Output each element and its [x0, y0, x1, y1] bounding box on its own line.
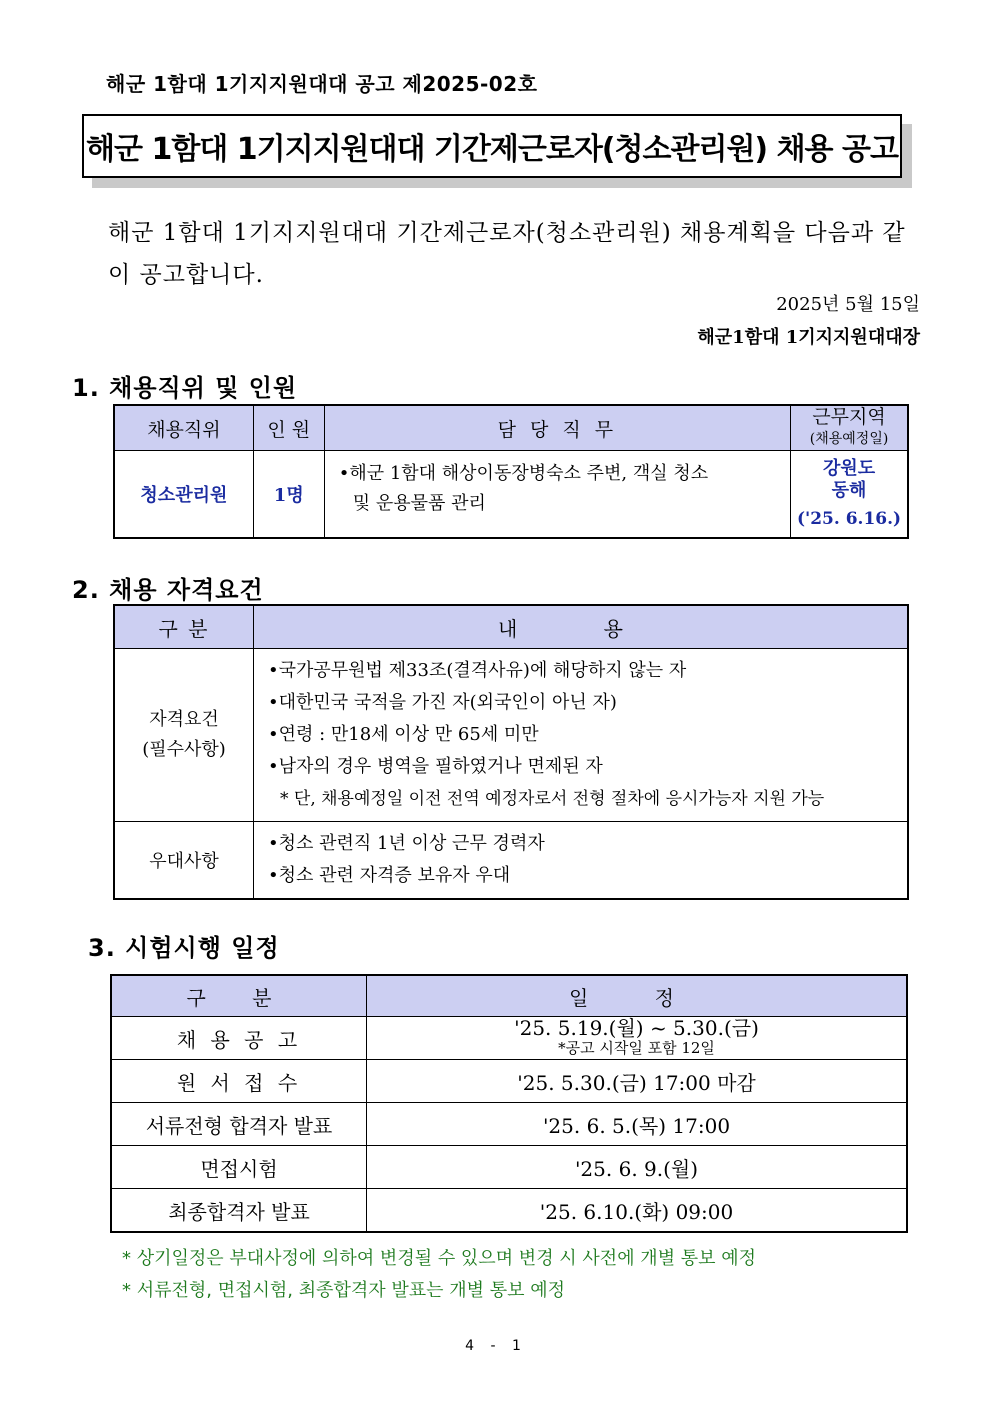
section2-title: 2. 채용 자격요건: [72, 576, 264, 604]
duty-value: [324, 451, 790, 539]
requirements-label2: (필수사항): [142, 739, 226, 760]
requirements-label: [114, 649, 254, 822]
schedule-label: 원 서 접 수: [111, 1060, 367, 1103]
duty-line2: 및 운용물품 관리: [352, 493, 486, 514]
table-row: [114, 822, 908, 900]
position-value: 청소관리원: [114, 451, 253, 539]
intro-paragraph: 해군 1함대 1기지지원대대 기간제근로자(청소관리원) 채용계획을 다음과 같이 공고합니다.: [108, 220, 906, 288]
list-item: •대한민국 국적을 가진 자(외국인이 아닌 자): [268, 692, 617, 713]
table-row: [111, 1189, 907, 1233]
schedule-note: * 상기일정은 부대사정에 의하여 변경될 수 있으며 변경 시 사전에 개별 통보 예정: [122, 1248, 757, 1269]
list-item: * 단, 채용예정일 이전 전역 예정자로서 전형 절차에 응시가능자 지원 가능: [280, 789, 825, 809]
schedule-label: 최종합격자 발표: [111, 1189, 367, 1233]
notice-date: 2025년 5월 15일: [776, 294, 920, 315]
list-item: •청소 관련직 1년 이상 근무 경력자: [268, 833, 545, 854]
duty-line1: •해군 1함대 해상이동장병숙소 주변, 객실 청소: [338, 463, 709, 484]
qualification-table: [113, 604, 909, 900]
table-header-row: [111, 975, 907, 1017]
schedule-label: 서류전형 합격자 발표: [111, 1103, 367, 1146]
header-category: 구 분: [114, 605, 254, 649]
header-category: 구 분: [111, 975, 367, 1017]
notice-number: 해군 1함대 1기지지원대대 공고 제2025-02호: [106, 72, 538, 96]
table-header-row: [114, 605, 908, 649]
page-number: 4 - 1: [465, 1338, 527, 1354]
schedule-table: [110, 974, 908, 1233]
list-item: •국가공무원법 제33조(결격사유)에 해당하지 않는 자: [268, 660, 687, 681]
location-line2: 동해: [831, 480, 867, 501]
schedule-value: '25. 6.10.(화) 09:00: [367, 1189, 908, 1233]
schedule-value: '25. 5.30.(금) 17:00 마감: [367, 1060, 908, 1103]
list-item: •청소 관련 자격증 보유자 우대: [268, 865, 511, 886]
schedule-label: 면접시험: [111, 1146, 367, 1189]
schedule-note: * 서류전형, 면접시험, 최종합격자 발표는 개별 통보 예정: [122, 1280, 566, 1301]
table-row: [111, 1017, 907, 1060]
header-location: [791, 405, 908, 451]
header-position: 채용직위: [114, 405, 253, 451]
requirements-list: [254, 649, 909, 822]
position-table: [113, 404, 909, 539]
location-line1: 강원도: [822, 458, 876, 479]
header-count: 인 원: [253, 405, 324, 451]
list-item: •남자의 경우 병역을 필하였거나 면제된 자: [268, 756, 603, 777]
schedule-value: [367, 1017, 908, 1060]
header-location-label: 근무지역: [812, 406, 886, 428]
title-box: [82, 114, 902, 178]
table-header-row: [114, 405, 908, 451]
schedule-label: 채 용 공 고: [111, 1017, 367, 1060]
table-row: [114, 451, 908, 539]
list-item: •연령 : 만18세 이상 만 65세 미만: [268, 724, 539, 745]
table-row: [114, 649, 908, 822]
header-content: 내 용: [254, 605, 909, 649]
section1-title: 1. 채용직위 및 인원: [72, 374, 298, 402]
schedule-value: '25. 6. 9.(월): [367, 1146, 908, 1189]
issuer: 해군1함대 1기지지원대대장: [697, 327, 920, 348]
document-title: 해군 1함대 1기지지원대대 기간제근로자(청소관리원) 채용 공고: [82, 114, 902, 178]
preferences-list: [254, 822, 909, 900]
count-value: 1명: [253, 451, 324, 539]
preferences-label: 우대사항: [114, 822, 254, 900]
requirements-label1: 자격요건: [149, 709, 219, 730]
schedule-value-main: '25. 5.19.(월) ~ 5.30.(금): [514, 1016, 759, 1040]
header-schedule: 일 정: [367, 975, 908, 1017]
schedule-value: '25. 6. 5.(목) 17:00: [367, 1103, 908, 1146]
table-row: [111, 1146, 907, 1189]
header-location-sub: (채용예정일): [809, 431, 889, 447]
table-row: [111, 1060, 907, 1103]
schedule-value-note: *공고 시작일 포함 12일: [558, 1039, 715, 1057]
start-date: ('25. 6.16.): [796, 509, 902, 529]
header-duty: 담 당 직 무: [324, 405, 790, 451]
location-value: [791, 451, 908, 539]
table-row: [111, 1103, 907, 1146]
section3-title: 3. 시험시행 일정: [88, 934, 280, 962]
